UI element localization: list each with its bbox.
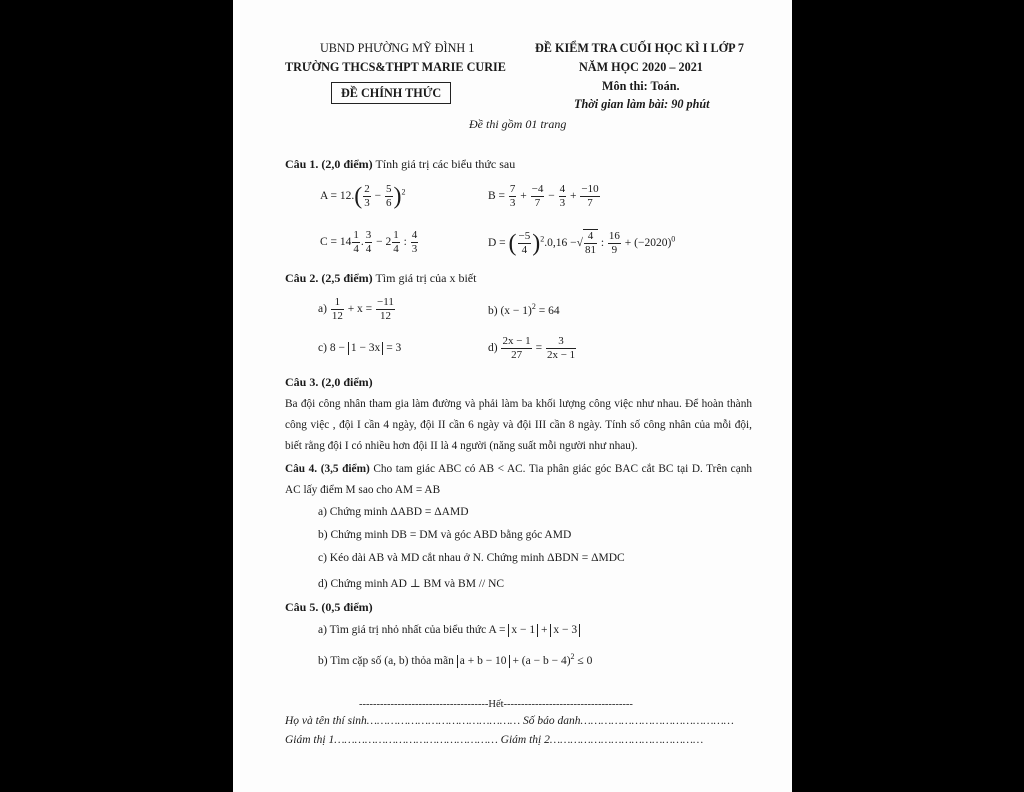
duration-label: Thời gian làm bài: 90 phút bbox=[574, 97, 710, 111]
q2-label: Câu 2. (2,5 điểm) bbox=[285, 271, 373, 285]
end-line: -------------------------------------Hết------------------------------------- bbox=[359, 699, 633, 710]
q2-c-pre: 8 − bbox=[329, 342, 345, 354]
q2-expr-b: b) $(x - 1)^2 = 64$ bbox=[488, 302, 560, 317]
header-left-line2: TRƯỜNG THCS&THPT MARIE CURIE bbox=[285, 60, 506, 74]
subject-label: Môn thi: Toán. bbox=[602, 79, 680, 93]
q4-heading bbox=[285, 459, 752, 501]
q5-b-abs: a + b − 10 bbox=[457, 655, 510, 668]
header-left-line1: UBND PHƯỜNG MỸ ĐÌNH 1 bbox=[320, 41, 475, 55]
exam-page bbox=[233, 0, 792, 792]
header-right-line2: NĂM HỌC 2020 – 2021 bbox=[579, 60, 703, 74]
proctors-line: Giám thị 1………………………………………… Giám thị 2……………………………………… bbox=[285, 734, 704, 746]
q1-b-prefix: B = bbox=[488, 190, 506, 203]
q5-a-text: a) Tìm giá trị nhỏ nhất của biểu thức bbox=[318, 624, 487, 636]
q5-label: Câu 5. (0,5 điểm) bbox=[285, 600, 373, 614]
q1-d-mid: .0,16 − bbox=[544, 237, 577, 250]
q4-label: Câu 4. (3,5 điểm) bbox=[285, 463, 370, 475]
q2-b-rhs: = 64 bbox=[538, 304, 560, 317]
q5-b-tail: ≤ 0 bbox=[577, 654, 593, 667]
q4-part-d: d) Chứng minh AD ⊥ BM và BM // NC bbox=[318, 578, 505, 590]
q2-b-expr: (x − 1) bbox=[500, 304, 532, 317]
q5-b-pair: (a, b) bbox=[384, 654, 409, 667]
q4-part-a: a) Chứng minh ΔABD = ΔAMD bbox=[318, 506, 469, 518]
q1-label: Câu 1. (2,0 điểm) bbox=[285, 157, 373, 171]
q1-expr-b: B = $\frac{7}{3}$ + $\frac{-4}{7}$ − $\frac{4}{3}$ + $\frac{-10}{7}$ bbox=[488, 183, 599, 209]
q2-b-label: b) bbox=[488, 304, 498, 317]
official-box: ĐỀ CHÍNH THỨC bbox=[331, 82, 451, 104]
q1-text: Tính giá trị các biểu thức sau bbox=[375, 157, 516, 171]
q5-heading bbox=[285, 600, 373, 615]
q5-part-a bbox=[318, 624, 580, 637]
q2-d-label: d) bbox=[488, 342, 498, 355]
q1-d-tail: + (−2020) bbox=[624, 237, 672, 250]
q1-expr-c: C = 14 $\frac{1}{4}$ . $\frac{3}{4}$ − 2 $\frac{1}{4}$ : $\frac{4}{3}$ bbox=[320, 229, 418, 255]
q4-text: Cho tam giác ABC có AB < AC. Tia phân giác góc BAC cắt BC tại D. Trên cạnh AC lấy điểm M sao cho AM = AB bbox=[285, 463, 752, 496]
q5-part-b: b) Tìm cặp số (a, b) thỏa mãn $a + b - 10 + (a - b - 4)^2 \le 0$ bbox=[318, 652, 593, 667]
q5-a-pre: A = bbox=[488, 624, 506, 636]
q3-heading bbox=[285, 375, 373, 390]
q5-b-plus: + (a − b − 4) bbox=[512, 654, 571, 667]
q5-a-plus: + bbox=[541, 624, 548, 636]
q1-a-prefix: A = 12. bbox=[320, 190, 355, 203]
q2-text: Tìm giá trị của x biết bbox=[375, 271, 477, 285]
q3-text: Ba đội công nhân tham gia làm đường và phải làm ba khối lượng công việc như nhau. Để hoàn thành công việc , đội I cần 4 ngày, đội II cần 6 ngày và đội III cần 8 ngày. Tính số công nhân của mỗi đội, biết rằng đội I có nhiều hơn đội II là 4 người (năng suất mỗi người như nhau). bbox=[285, 398, 752, 452]
q5-a-abs2: x − 3 bbox=[550, 624, 580, 637]
q5-a-abs1: x − 1 bbox=[508, 624, 538, 637]
q5-b-text: b) Tìm cặp số bbox=[318, 654, 382, 667]
q1-d-prefix: D = bbox=[488, 237, 506, 250]
q2-c-abs: 1 − 3x bbox=[348, 342, 384, 355]
header-right-line1: ĐỀ KIỂM TRA CUỐI HỌC KÌ I LỚP 7 bbox=[535, 41, 745, 55]
q1-expr-a: A = 12.( $\frac{2}{3}$ − $\frac{5}{6}$ )$^2$ bbox=[320, 183, 406, 210]
q2-expr-a: a) $\frac{1}{12}$ + x = $\frac{-11}{12}$ bbox=[318, 296, 394, 322]
q2-expr-d: d) $\frac{2x - 1}{27}$ = $\frac{3}{2x - 1}$ bbox=[488, 335, 576, 361]
q2-expr-c bbox=[318, 342, 401, 355]
q1-c-prefix: C = 14 bbox=[320, 236, 352, 249]
q2-c-rhs: = 3 bbox=[386, 342, 402, 354]
q2-c-label: c) bbox=[318, 342, 327, 354]
q2-heading bbox=[285, 271, 476, 286]
q1-d-exp: 0 bbox=[671, 234, 676, 244]
q1-heading bbox=[285, 157, 515, 172]
q3-label: Câu 3. (2,0 điểm) bbox=[285, 375, 373, 389]
pages-note: Đề thi gồm 01 trang bbox=[469, 117, 567, 131]
q2-a-label: a) bbox=[318, 303, 327, 316]
q4-part-b: b) Chứng minh DB = DM và góc ABD bằng góc AMD bbox=[318, 529, 572, 541]
q1-expr-d: D = ( $\frac{-5}{4}$ )$^2$.0,16 −√ $\frac{4}{81}$ : $\frac{16}{9}$ + $(-2020)^0$ bbox=[488, 230, 676, 257]
candidate-line: Họ và tên thí sinh……………………………………… Số báo danh……………………………………… bbox=[285, 715, 734, 727]
q4-part-c: c) Kéo dài AB và MD cắt nhau ở N. Chứng minh ΔBDN = ΔMDC bbox=[318, 552, 625, 564]
q5-b-text2: thỏa mãn bbox=[411, 654, 454, 667]
